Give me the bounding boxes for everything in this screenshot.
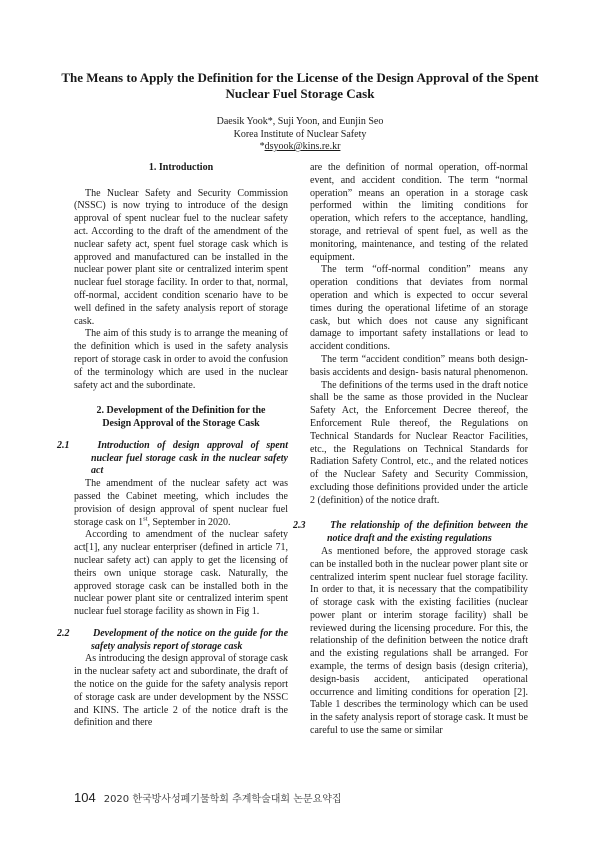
paragraph: are the definition of normal operation, off-normal event, and accident condition. The term “normal operation” means an operation in a storage cask performed within the limiting conditions for operation, which refers to the acceptance, handling, storage, and retrieval of spent fuel, as well as the monitoring, maintenance, and testing of the related equipment. <box>310 162 528 263</box>
page-footer <box>74 790 342 805</box>
email-link[interactable]: dsyook@kins.re.kr <box>264 141 341 152</box>
paragraph: The term “accident condition” means both design-basis accidents and design- basis natural phenomenon. <box>310 353 528 378</box>
superscript: st <box>143 515 148 523</box>
subsection-heading-2-3: 2.3 The relationship of the definition between the notice draft and the existing regulations <box>293 520 528 545</box>
subsection-heading-2-1: 2.1 Introduction of design approval of spent nuclear fuel storage cask in the nuclear safety act <box>57 439 289 477</box>
section-heading-introduction: 1. Introduction <box>148 162 214 173</box>
paragraph: As introducing the design approval of storage cask in the nuclear safety act and subordinate, the draft of the notice on the guide for the safety analysis report of storage cask are under development by the NSSC and KINS. The article 2 of the notice draft is the definition and there <box>74 653 289 729</box>
paragraph: The aim of this study is to arrange the meaning of the definition which is used in the safety analysis report of storage cask in order to avoid the confusion of the terminology which are used in the nuclear safety act and the subordinate. <box>74 328 288 391</box>
paper-title: The Means to Apply the Definition for the License of the Design Approval of the Spent Nuclear Fuel Storage Cask <box>61 70 539 101</box>
paragraph: The definitions of the terms used in the draft notice shall be the same as those provided in the Nuclear Safety Act, the Enforcement Decree thereof, the Enforcement Rule thereof, the Regulations on Technical Standards for Nuclear Reactor Facilities, etc., the Regulations on Technical Standards for Radiation Safety Control, etc., and the related notices of the Nuclear Safety and Security Commission, excluding those definitions provided under the article 2 (definition) of the notice draft. <box>310 379 528 506</box>
proceedings-title: 2020 한국방사성폐기물학회 추계학술대회 논문요약집 <box>103 794 342 805</box>
right-column <box>293 162 528 738</box>
section-heading-development: 2. Development of the Definition for the Design Approval of the Storage Cask <box>96 405 266 429</box>
subsection-heading-2-2: 2.2 Development of the notice on the guide for the safety analysis report of storage cask <box>57 627 289 652</box>
paragraph: The Nuclear Safety and Security Commission (NSSC) is now trying to introduce of the design approval of spent nuclear fuel to the nuclear safety act. According to the draft of the amendment of the nuclear safety act, spent fuel storage cask which is approved and manufactured can be installed in the nuclear power plant site or centralized interim spent nuclear fuel storage facility. In order to that, normal, off-normal, accident condition scenario have to be well defined in the safety analysis report of storage cask. <box>74 187 288 327</box>
paragraph: The term “off-normal condition” means any operation conditions that deviates from normal operation and which is expected to occur several times during the operational lifetime of an storage cask, but which does not cause any significant damage to important safety installations or lead to accident conditions. <box>310 264 528 353</box>
author-block <box>60 116 540 154</box>
paragraph: The amendment of the nuclear safety act was passed the Cabinet meeting, which includes the provision of design approval of spent nuclear fuel storage cask on 1st, September in 2020. <box>74 478 288 528</box>
contact-email <box>60 141 540 154</box>
email-marker: * <box>259 141 265 152</box>
paragraph: As mentioned before, the approved storage cask can be installed both in the nuclear power plant site or centralized interim spent nuclear fuel storage facility. In order to that, it is necessary that the compatibility of storage cask with the existing facilities (nuclear power plant or interim storage facility) shall be reviewed during the licensing procedure. For this, the relationship of the definition between the notice draft and the existing regulations shall be arranged. For example, the terms of design basis (design criteria), design-basis accident, anticipated operational occurrence and limiting conditions for operation [2]. Table 1 describes the terminology which can be used in the safety analysis report of storage cask. It must be careful to use the same or similar <box>310 545 528 737</box>
author-names: Daesik Yook*, Suji Yoon, and Eunjin Seo <box>216 116 384 127</box>
left-column <box>57 162 289 730</box>
page-number: 104 <box>74 790 96 805</box>
paragraph: According to amendment of the nuclear safety act[1], any nuclear enterpriser (defined in article 71, nuclear safety act) can apply to get the licensing of theirs own unique storage cask. Naturally, the approved storage cask can be installed both in the nuclear power plant site or centralized interim spent nuclear fuel storage facility as shown in Fig 1. <box>74 529 288 618</box>
affiliation: Korea Institute of Nuclear Safety <box>233 128 367 140</box>
